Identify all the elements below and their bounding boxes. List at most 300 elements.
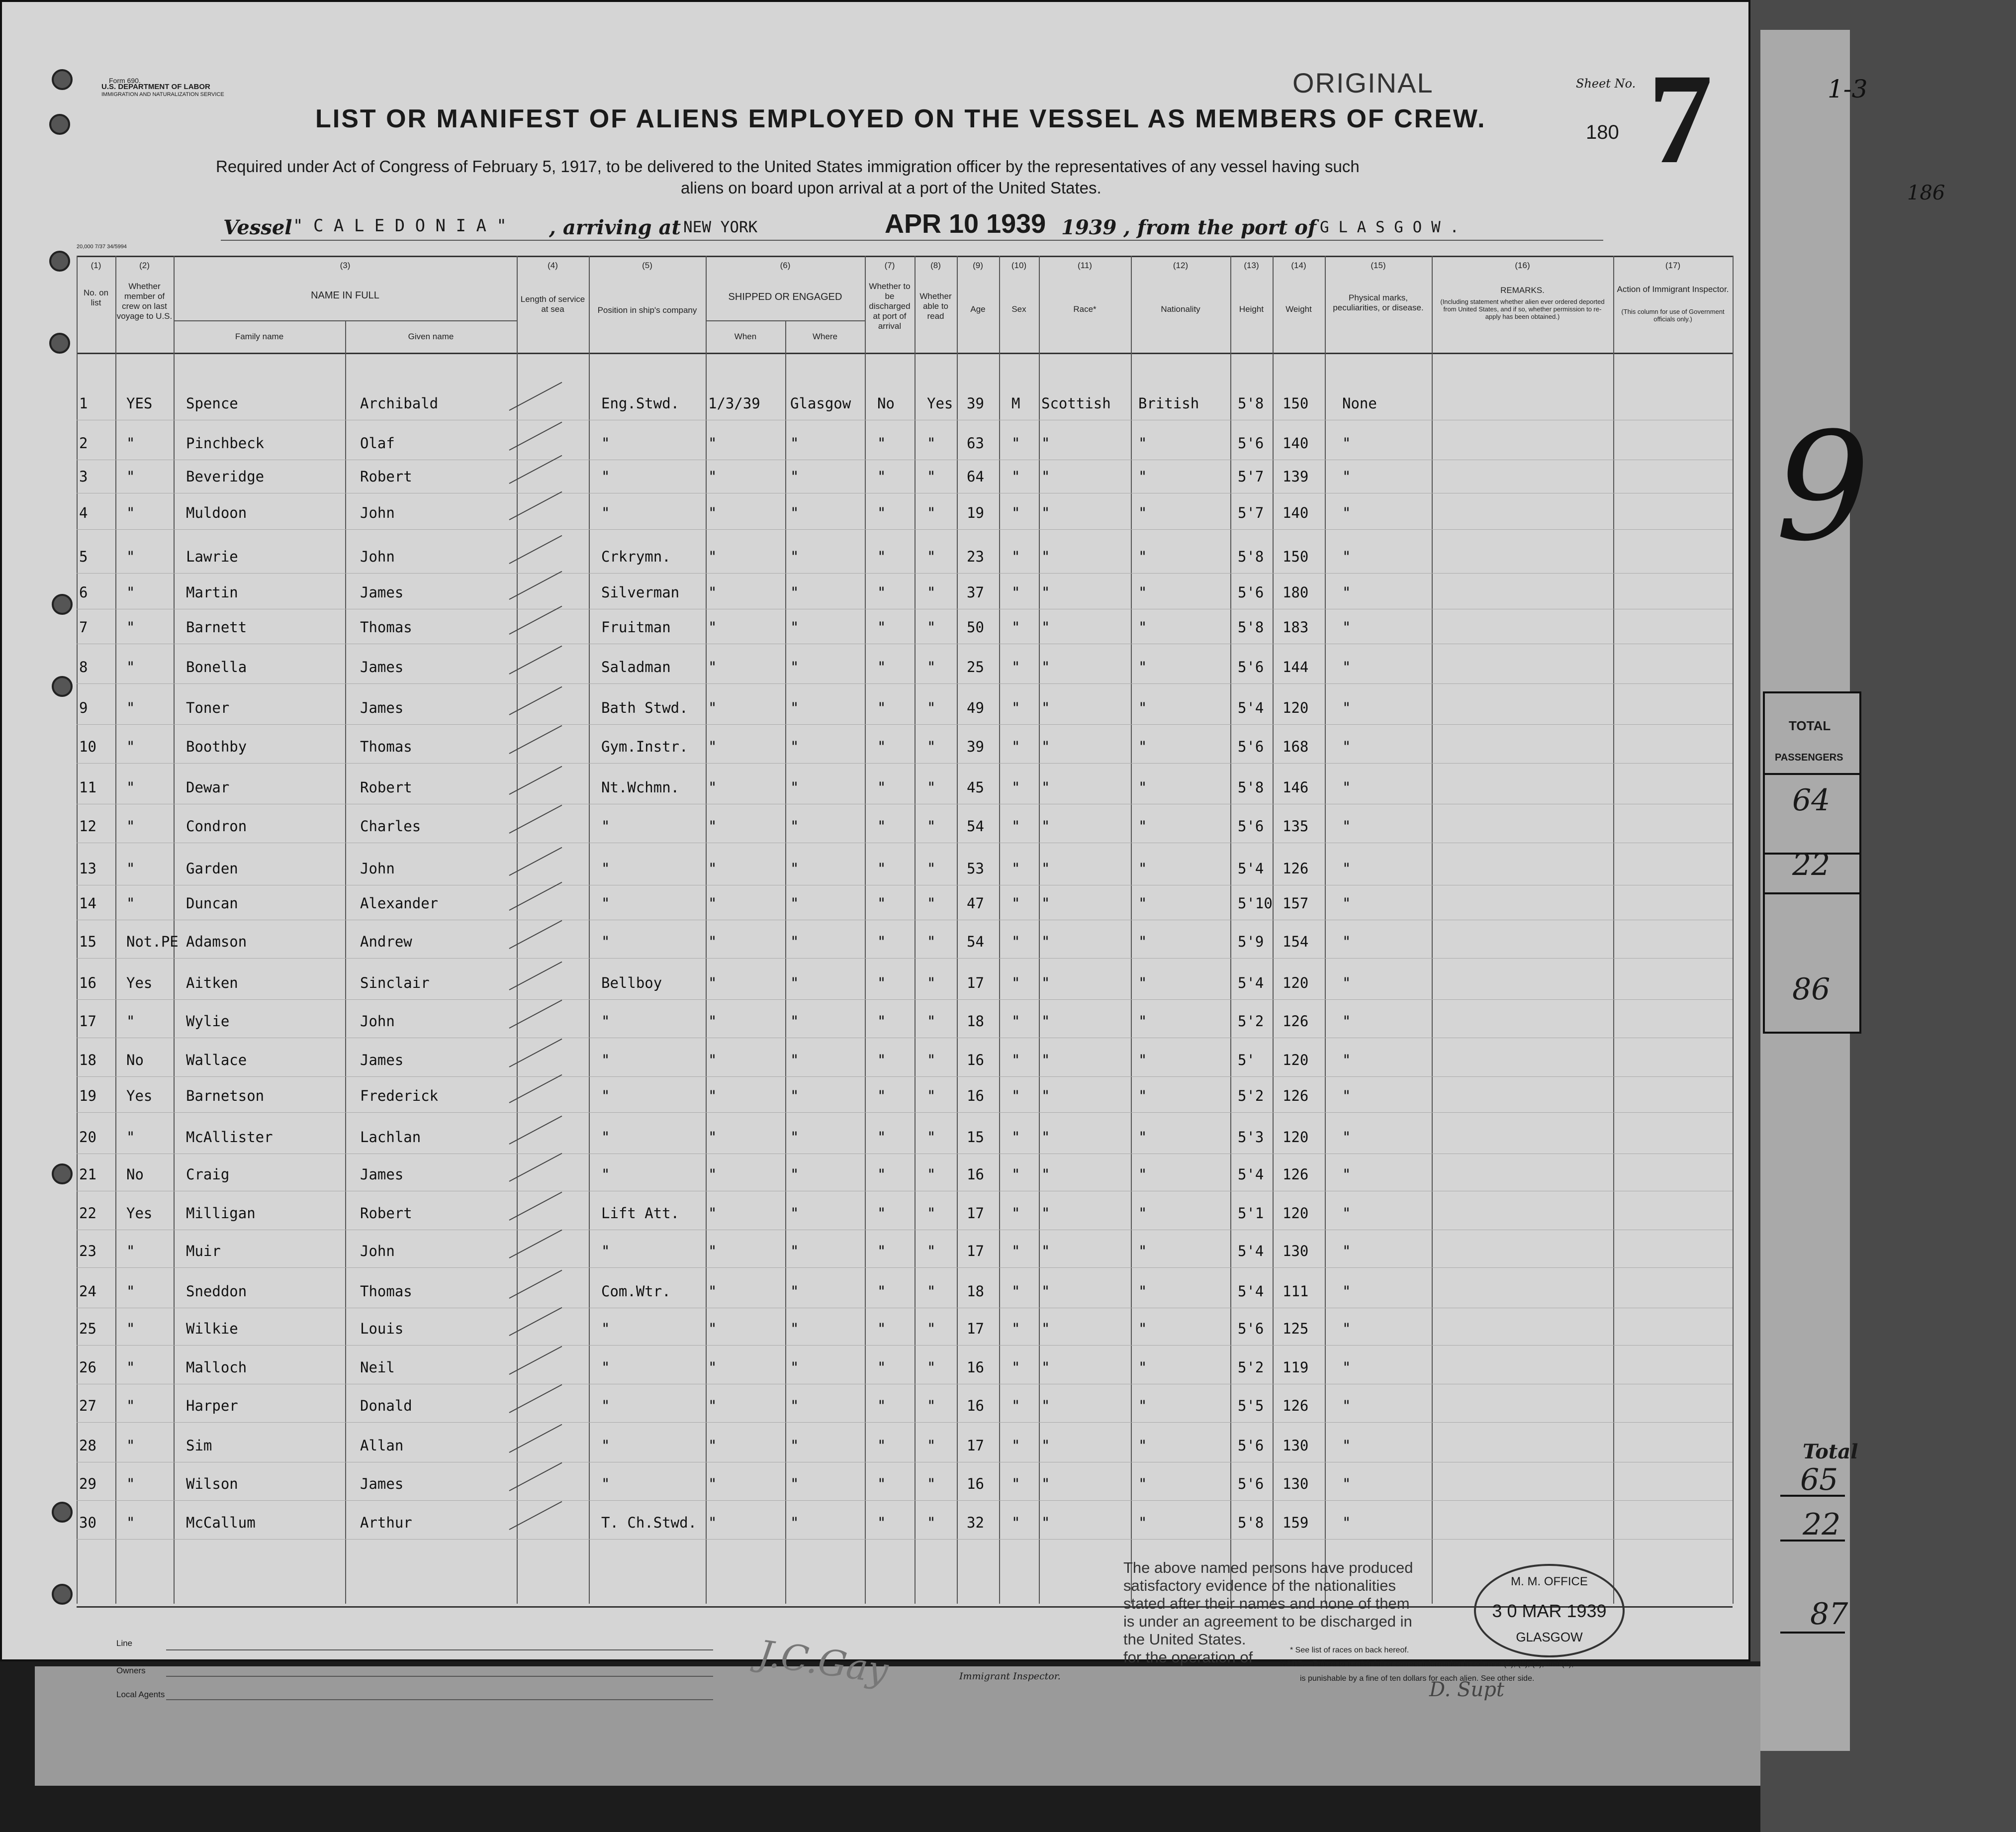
sheet-reference: 180: [1586, 121, 1619, 143]
cell-weight: 159: [1283, 1514, 1309, 1531]
cell-physical-marks: ": [1342, 435, 1351, 452]
cell-weight: 119: [1283, 1359, 1309, 1376]
cell-height: 5'2: [1238, 1013, 1264, 1030]
binder-hole: [52, 1584, 73, 1605]
header-shipped-or-engaged: SHIPPED OR ENGAGED: [728, 291, 842, 302]
cell-shipped-when: ": [708, 1243, 717, 1259]
statement-line: satisfactory evidence of the nationalities: [1123, 1577, 1396, 1594]
cell-race: ": [1041, 1243, 1050, 1259]
stamp-bottom-text: GLASGOW: [1516, 1630, 1583, 1644]
table-row: [77, 1166, 1728, 1196]
table-row: [77, 1437, 1728, 1467]
cell-age: 50: [967, 619, 984, 636]
header-able-to-read: Whether able to read: [919, 291, 952, 321]
cell-nationality: ": [1138, 818, 1147, 835]
cell-age: 32: [967, 1514, 984, 1531]
header-family-name: Family name: [235, 332, 284, 341]
cell-weight: 154: [1283, 933, 1309, 950]
tally-heading: TOTAL: [1789, 718, 1831, 733]
cell-can-read: ": [927, 1052, 936, 1068]
table-row: [77, 738, 1728, 768]
cell-shipped-where: ": [790, 818, 799, 835]
cell-height: 5'5: [1238, 1397, 1264, 1414]
cell-sex: ": [1011, 659, 1020, 675]
cell-nationality: ": [1138, 1166, 1147, 1183]
header-when: When: [734, 332, 757, 341]
cell-height: 5'6: [1238, 1437, 1264, 1454]
cell-age: 16: [967, 1087, 984, 1104]
cell-nationality: ": [1138, 1514, 1147, 1531]
cell-shipped-when: ": [708, 1205, 717, 1222]
cell-height: 5'2: [1238, 1087, 1264, 1104]
cell-physical-marks: ": [1342, 1437, 1351, 1454]
cell-family-name: Martin: [186, 584, 238, 601]
cell-shipped-when: ": [708, 1013, 717, 1030]
cell-discharge: ": [877, 1437, 886, 1454]
department-name: U.S. DEPARTMENT OF LABOR: [101, 83, 210, 91]
tally-rule: [1765, 892, 1859, 894]
table-row: [77, 699, 1728, 729]
header-weight: Weight: [1285, 304, 1312, 314]
cell-given-name: John: [360, 548, 395, 565]
stamp-top-text: M. M. OFFICE: [1511, 1575, 1588, 1588]
cell-shipped-when: ": [708, 1052, 717, 1068]
cell-family-name: Sneddon: [186, 1283, 247, 1300]
cell-height: 5'9: [1238, 933, 1264, 950]
cell-row-number: 8: [79, 659, 88, 675]
cell-shipped-where: ": [790, 659, 799, 675]
cell-nationality: ": [1138, 1129, 1147, 1146]
races-footnote: * See list of races on back hereof.: [1290, 1646, 1409, 1654]
cell-family-name: Pinchbeck: [186, 435, 265, 452]
cell-can-read: ": [927, 1283, 936, 1300]
cell-shipped-when: ": [708, 1087, 717, 1104]
header-sex: Sex: [1011, 304, 1026, 314]
cell-weight: 120: [1283, 1052, 1309, 1068]
cell-family-name: Spence: [186, 395, 238, 412]
cell-shipped-where: ": [790, 895, 799, 912]
col-num: (2): [139, 261, 150, 270]
cell-shipped-when: ": [708, 1359, 717, 1376]
cell-family-name: Garden: [186, 860, 238, 877]
tally-value-3: 86: [1792, 972, 1831, 1007]
cell-height: 5'8: [1238, 548, 1264, 565]
cell-age: 16: [967, 1359, 984, 1376]
cell-height: 5'4: [1238, 1166, 1264, 1183]
cell-sex: ": [1011, 1475, 1020, 1492]
cell-given-name: Olaf: [360, 435, 395, 452]
cell-given-name: Thomas: [360, 619, 412, 636]
cell-sex: ": [1011, 1359, 1020, 1376]
cell-sex: ": [1011, 974, 1020, 991]
subtitle-line-2: aliens on board upon arrival at a port of the United States.: [681, 179, 1101, 197]
cell-nationality: ": [1138, 1437, 1147, 1454]
cell-position: Nt.Wchmn.: [601, 779, 680, 796]
header-remarks: REMARKS.: [1500, 286, 1545, 295]
table-row: [77, 1243, 1728, 1272]
cell-shipped-when: ": [708, 818, 717, 835]
cell-previous-voyage: ": [126, 584, 135, 601]
table-row: [77, 1475, 1728, 1505]
cell-nationality: ": [1138, 584, 1147, 601]
cell-race: ": [1041, 738, 1050, 755]
cell-given-name: John: [360, 504, 395, 521]
cell-height: 5'8: [1238, 1514, 1264, 1531]
cell-physical-marks: ": [1342, 504, 1351, 521]
cell-position: ": [601, 435, 610, 452]
cell-physical-marks: ": [1342, 818, 1351, 835]
year-field: 1939: [1061, 216, 1117, 239]
cell-sex: ": [1011, 584, 1020, 601]
cell-can-read: ": [927, 818, 936, 835]
cell-shipped-when: ": [708, 504, 717, 521]
cell-race: ": [1041, 584, 1050, 601]
cell-physical-marks: ": [1342, 1052, 1351, 1068]
cell-race: ": [1041, 974, 1050, 991]
cell-can-read: ": [927, 1129, 936, 1146]
cell-family-name: Bonella: [186, 659, 247, 675]
col-num: (5): [642, 261, 652, 270]
cell-family-name: Adamson: [186, 933, 247, 950]
cell-physical-marks: ": [1342, 1166, 1351, 1183]
binder-hole: [52, 1163, 73, 1184]
cell-shipped-when: ": [708, 468, 717, 485]
cell-previous-voyage: ": [126, 1514, 135, 1531]
cell-nationality: ": [1138, 895, 1147, 912]
cell-given-name: Alexander: [360, 895, 439, 912]
cell-family-name: Wylie: [186, 1013, 230, 1030]
cell-position: ": [601, 1052, 610, 1068]
cell-given-name: Andrew: [360, 933, 412, 950]
cell-previous-voyage: Yes: [126, 1087, 153, 1104]
stamp-date: 3 0 MAR 1939: [1492, 1601, 1607, 1621]
cell-age: 53: [967, 860, 984, 877]
header-nationality: Nationality: [1161, 304, 1200, 314]
cell-weight: 180: [1283, 584, 1309, 601]
cell-height: 5'6: [1238, 1320, 1264, 1337]
cell-shipped-where: ": [790, 933, 799, 950]
cell-row-number: 7: [79, 619, 88, 636]
cell-weight: 135: [1283, 818, 1309, 835]
header-inspector-action: Action of Immigrant Inspector.: [1617, 285, 1729, 294]
cell-age: 54: [967, 818, 984, 835]
cell-height: 5'4: [1238, 1243, 1264, 1259]
cell-weight: 111: [1283, 1283, 1309, 1300]
cell-previous-voyage: YES: [126, 395, 153, 412]
cell-row-number: 3: [79, 468, 88, 485]
cell-can-read: ": [927, 1514, 936, 1531]
cell-discharge: ": [877, 659, 886, 675]
table-row: [77, 895, 1728, 925]
cell-family-name: Dewar: [186, 779, 230, 796]
passenger-tally-box: [1763, 691, 1861, 1034]
cell-weight: 126: [1283, 1013, 1309, 1030]
cell-physical-marks: ": [1342, 584, 1351, 601]
cell-given-name: Louis: [360, 1320, 404, 1337]
statement-line: The above named persons have produced: [1123, 1559, 1413, 1576]
cell-family-name: McAllister: [186, 1129, 273, 1146]
cell-given-name: James: [360, 1166, 404, 1183]
cell-shipped-where: ": [790, 738, 799, 755]
cell-family-name: Harper: [186, 1397, 238, 1414]
cell-height: 5'3: [1238, 1129, 1264, 1146]
cell-shipped-when: ": [708, 1320, 717, 1337]
cell-can-read: ": [927, 1397, 936, 1414]
cell-shipped-where: ": [790, 435, 799, 452]
binder-hole: [52, 69, 73, 90]
cell-family-name: Barnetson: [186, 1087, 265, 1104]
line-label: Line: [116, 1639, 133, 1648]
cell-discharge: ": [877, 895, 886, 912]
cell-physical-marks: ": [1342, 1475, 1351, 1492]
cell-sex: ": [1011, 548, 1020, 565]
cell-physical-marks: ": [1342, 860, 1351, 877]
margin-note-top: 1-3: [1828, 75, 1868, 103]
cell-weight: 146: [1283, 779, 1309, 796]
cell-height: 5'4: [1238, 974, 1264, 991]
cell-weight: 126: [1283, 1087, 1309, 1104]
cell-weight: 157: [1283, 895, 1309, 912]
cell-previous-voyage: ": [126, 1437, 135, 1454]
cell-discharge: ": [877, 504, 886, 521]
cell-age: 18: [967, 1013, 984, 1030]
cell-row-number: 17: [79, 1013, 96, 1030]
cell-position: ": [601, 933, 610, 950]
cell-row-number: 28: [79, 1437, 96, 1454]
binder-hole: [52, 1502, 73, 1523]
cell-can-read: ": [927, 435, 936, 452]
cell-family-name: Barnett: [186, 619, 247, 636]
cell-weight: 139: [1283, 468, 1309, 485]
cell-discharge: ": [877, 1166, 886, 1183]
cell-discharge: ": [877, 548, 886, 565]
cell-can-read: ": [927, 619, 936, 636]
cell-given-name: Thomas: [360, 1283, 412, 1300]
handwritten-numeral: 9: [1775, 400, 1870, 574]
cell-given-name: Robert: [360, 1205, 412, 1222]
cell-race: ": [1041, 1437, 1050, 1454]
cell-weight: 126: [1283, 1397, 1309, 1414]
cell-physical-marks: ": [1342, 1514, 1351, 1531]
cell-given-name: Allan: [360, 1437, 404, 1454]
cell-can-read: ": [927, 584, 936, 601]
binder-hole: [49, 114, 70, 135]
cell-sex: ": [1011, 1052, 1020, 1068]
cell-race: ": [1041, 548, 1050, 565]
statement-line: the United States.: [1123, 1631, 1246, 1648]
cell-discharge: ": [877, 818, 886, 835]
cell-height: 5'4: [1238, 1283, 1264, 1300]
line-field-rule: [166, 1649, 713, 1650]
vessel-label: Vessel: [223, 216, 292, 239]
cell-physical-marks: ": [1342, 1320, 1351, 1337]
cell-previous-voyage: ": [126, 548, 135, 565]
cell-can-read: ": [927, 1013, 936, 1030]
cell-height: 5'4: [1238, 860, 1264, 877]
cell-position: Com.Wtr.: [601, 1283, 671, 1300]
cell-nationality: British: [1138, 395, 1199, 412]
cell-sex: ": [1011, 1283, 1020, 1300]
cell-height: 5'6: [1238, 584, 1264, 601]
inspector-label: Immigrant Inspector.: [959, 1671, 1061, 1682]
cell-race: ": [1041, 1129, 1050, 1146]
statement-line: is under an agreement to be discharged in: [1123, 1613, 1412, 1630]
cell-shipped-when: ": [708, 1437, 717, 1454]
cell-sex: ": [1011, 738, 1020, 755]
col-num: (6): [780, 261, 791, 270]
cell-physical-marks: ": [1342, 1283, 1351, 1300]
cell-nationality: ": [1138, 659, 1147, 675]
page-title: LIST OR MANIFEST OF ALIENS EMPLOYED ON THE VESSEL AS MEMBERS OF CREW.: [315, 104, 1486, 133]
total-rule: [1780, 1495, 1845, 1497]
cell-weight: 130: [1283, 1475, 1309, 1492]
cell-given-name: Neil: [360, 1359, 395, 1376]
cell-row-number: 23: [79, 1243, 96, 1259]
table-row: [77, 1013, 1728, 1043]
header-discharged: Whether to be discharged at port of arrival: [869, 282, 911, 331]
table-row: [77, 395, 1728, 425]
cell-discharge: ": [877, 738, 886, 755]
table-row: [77, 584, 1728, 614]
cell-race: ": [1041, 435, 1050, 452]
cell-nationality: ": [1138, 1359, 1147, 1376]
cell-race: ": [1041, 1320, 1050, 1337]
cell-shipped-when: ": [708, 738, 717, 755]
cell-position: Fruitman: [601, 619, 671, 636]
cell-shipped-where: ": [790, 584, 799, 601]
cell-race: ": [1041, 933, 1050, 950]
cell-physical-marks: ": [1342, 1359, 1351, 1376]
cell-row-number: 14: [79, 895, 96, 912]
cell-weight: 120: [1283, 699, 1309, 716]
cell-position: Crkrymn.: [601, 548, 671, 565]
cell-sex: ": [1011, 1087, 1020, 1104]
cell-given-name: Robert: [360, 468, 412, 485]
cell-height: 5'6: [1238, 738, 1264, 755]
cell-position: Silverman: [601, 584, 680, 601]
cell-age: 49: [967, 699, 984, 716]
cell-shipped-where: ": [790, 548, 799, 565]
cell-age: 16: [967, 1397, 984, 1414]
header-remarks-note: (Including statement whether alien ever ordered deported from United States, and if so, whether permission to re-apply has been obtained.): [1440, 298, 1605, 320]
cell-shipped-where: ": [790, 1052, 799, 1068]
cell-discharge: ": [877, 1514, 886, 1531]
cell-previous-voyage: ": [126, 699, 135, 716]
penalty-note-2: is punishable by a fine of ten dollars for each alien. See other side.: [1300, 1674, 1535, 1683]
cell-age: 39: [967, 395, 984, 412]
cell-shipped-where: ": [790, 974, 799, 991]
cell-row-number: 30: [79, 1514, 96, 1531]
subtitle-line-1: Required under Act of Congress of February 5, 1917, to be delivered to the United States immigration officer by the representatives of any vessel having such: [216, 157, 1360, 176]
cell-weight: 120: [1283, 1205, 1309, 1222]
col-num: (14): [1291, 261, 1306, 270]
table-row: [77, 619, 1728, 649]
table-row: [77, 1052, 1728, 1081]
cell-can-read: ": [927, 1087, 936, 1104]
arriving-label: , arriving at: [549, 216, 681, 239]
col-num: (8): [930, 261, 941, 270]
cell-discharge: ": [877, 1052, 886, 1068]
cell-shipped-where: ": [790, 1475, 799, 1492]
cell-given-name: James: [360, 699, 404, 716]
cell-previous-voyage: Yes: [126, 1205, 153, 1222]
cell-sex: ": [1011, 1243, 1020, 1259]
cell-weight: 126: [1283, 860, 1309, 877]
cell-physical-marks: ": [1342, 1397, 1351, 1414]
cell-sex: ": [1011, 699, 1020, 716]
cell-position: ": [601, 1437, 610, 1454]
cell-discharge: ": [877, 974, 886, 991]
cell-given-name: Lachlan: [360, 1129, 421, 1146]
cell-discharge: ": [877, 1283, 886, 1300]
cell-given-name: James: [360, 1475, 404, 1492]
cell-family-name: McCallum: [186, 1514, 256, 1531]
cell-race: ": [1041, 1205, 1050, 1222]
cell-family-name: Boothby: [186, 738, 247, 755]
header-position: Position in ship's company: [597, 305, 697, 315]
cell-can-read: ": [927, 468, 936, 485]
cell-shipped-when: ": [708, 699, 717, 716]
table-row: [77, 779, 1728, 809]
cell-race: ": [1041, 1359, 1050, 1376]
cell-given-name: John: [360, 860, 395, 877]
binder-hole: [52, 676, 73, 697]
cell-given-name: Charles: [360, 818, 421, 835]
cell-previous-voyage: ": [126, 1129, 135, 1146]
cell-age: 15: [967, 1129, 984, 1146]
cell-nationality: ": [1138, 504, 1147, 521]
cell-can-read: ": [927, 1243, 936, 1259]
header-race: Race*: [1073, 304, 1097, 314]
cell-physical-marks: ": [1342, 974, 1351, 991]
local-agents-label: Local Agents: [116, 1690, 165, 1699]
cell-race: ": [1041, 818, 1050, 835]
cell-family-name: Wallace: [186, 1052, 247, 1068]
table-row: [77, 1320, 1728, 1350]
table-header-rule: [77, 353, 1733, 354]
cell-given-name: James: [360, 1052, 404, 1068]
cell-given-name: Thomas: [360, 738, 412, 755]
cell-row-number: 9: [79, 699, 88, 716]
cell-weight: 150: [1283, 395, 1309, 412]
cell-height: 5'7: [1238, 504, 1264, 521]
cell-discharge: ": [877, 584, 886, 601]
cell-position: ": [601, 1397, 610, 1414]
cell-shipped-when: ": [708, 659, 717, 675]
table-row: [77, 435, 1728, 465]
cell-previous-voyage: ": [126, 860, 135, 877]
cell-sex: ": [1011, 504, 1020, 521]
cell-previous-voyage: ": [126, 1243, 135, 1259]
penalty-note-1: NOTE.—Failure to furnish full or correct information in columns (3), (6), (7), and (8),: [1280, 1660, 1574, 1668]
cell-weight: 120: [1283, 974, 1309, 991]
cell-height: 5'8: [1238, 619, 1264, 636]
cell-shipped-when: ": [708, 435, 717, 452]
cell-height: 5'6: [1238, 818, 1264, 835]
cell-family-name: Malloch: [186, 1359, 247, 1376]
cell-family-name: Wilson: [186, 1475, 238, 1492]
cell-shipped-where: ": [790, 1205, 799, 1222]
col-num: (15): [1371, 261, 1386, 270]
header-where: Where: [812, 332, 838, 341]
cell-previous-voyage: ": [126, 1397, 135, 1414]
cell-shipped-where: ": [790, 1320, 799, 1337]
total-rule: [1780, 1540, 1845, 1542]
cell-position: Saladman: [601, 659, 671, 675]
cell-nationality: ": [1138, 1013, 1147, 1030]
form-number: Form 690.: [109, 77, 141, 85]
cell-previous-voyage: ": [126, 1013, 135, 1030]
